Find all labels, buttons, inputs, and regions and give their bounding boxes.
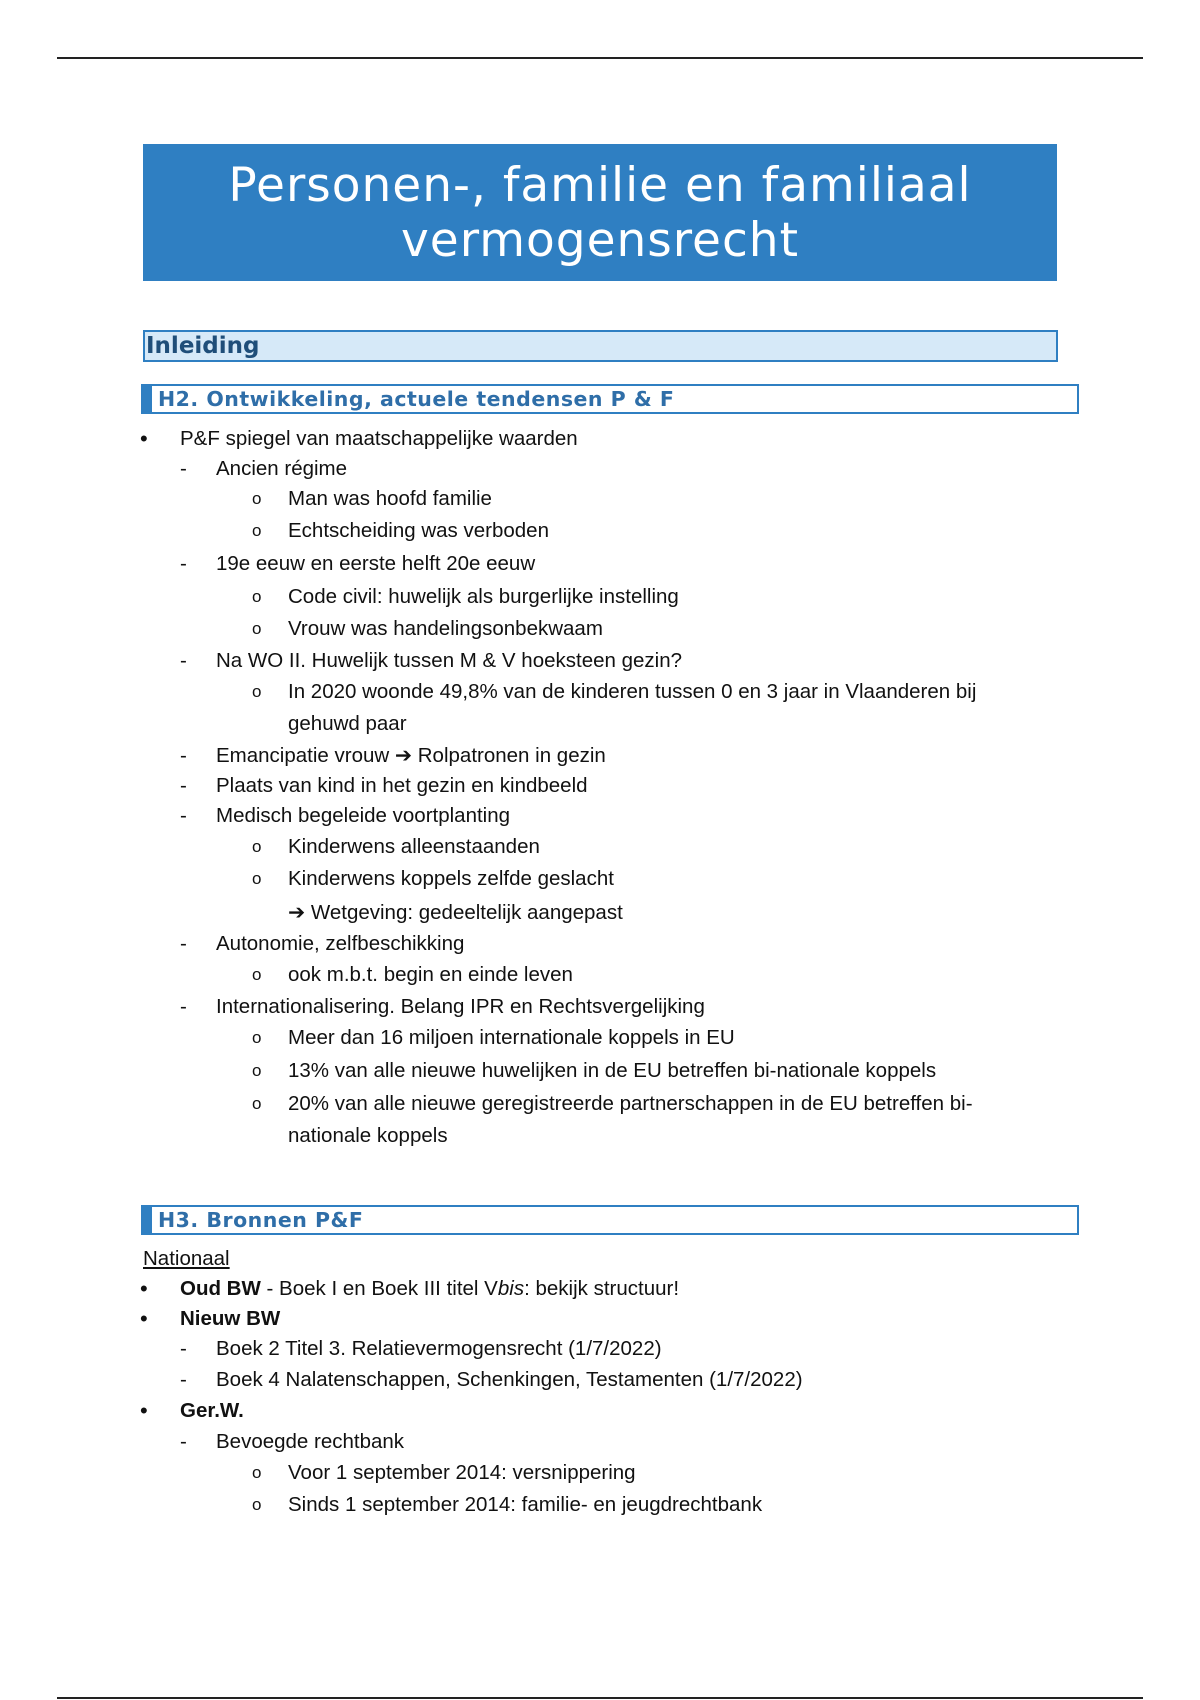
list-item: Emancipatie vrouw ➔ Rolpatronen in gezin [216, 744, 606, 767]
dash-marker: - [180, 744, 187, 767]
circle-marker: o [252, 1094, 262, 1113]
list-item-continuation: nationale koppels [288, 1124, 448, 1147]
bullet-marker: • [140, 426, 148, 451]
list-item: Bevoegde rechtbank [216, 1430, 405, 1453]
circle-marker: o [252, 587, 262, 606]
list-item: Boek 2 Titel 3. Relatievermogensrecht (1/7/2022) [216, 1337, 662, 1360]
section-inleiding: Inleiding [143, 330, 1058, 362]
bullet-marker: • [140, 1398, 148, 1423]
oud-bw-label: Oud BW [180, 1277, 261, 1300]
oud-bw-text-end: : bekijk structuur! [524, 1277, 680, 1300]
list-item: Medisch begeleide voortplanting [216, 804, 511, 827]
circle-marker: o [252, 837, 262, 856]
list-item: 13% van alle nieuwe huwelijken in de EU betreffen bi-nationale koppels [288, 1059, 937, 1082]
nieuw-bw-label: Nieuw BW [180, 1307, 281, 1330]
bullet-marker: • [140, 1276, 148, 1301]
list-item: Kinderwens alleenstaanden [288, 835, 540, 858]
circle-marker: o [252, 682, 262, 701]
circle-marker: o [252, 619, 262, 638]
list-item: Boek 4 Nalatenschappen, Schenkingen, Testamenten (1/7/2022) [216, 1368, 803, 1391]
circle-marker: o [252, 1463, 262, 1482]
dash-marker: - [180, 995, 187, 1018]
list-item: Echtscheiding was verboden [288, 519, 549, 542]
circle-marker: o [252, 521, 262, 540]
dash-marker: - [180, 1430, 187, 1453]
dash-marker: - [180, 457, 187, 480]
list-item: Kinderwens koppels zelfde geslacht [288, 867, 614, 890]
dash-marker: - [180, 804, 187, 827]
list-item-nieuw-bw [180, 1306, 280, 1332]
subheading-nationaal: Nationaal [143, 1247, 230, 1270]
heading-h2: H2. Ontwikkeling, actuele tendensen P & F [141, 384, 1079, 414]
list-item: Sinds 1 september 2014: familie- en jeugdrechtbank [288, 1493, 763, 1516]
list-item: Code civil: huwelijk als burgerlijke instelling [288, 585, 679, 608]
list-item: Man was hoofd familie [288, 487, 492, 510]
list-item: 20% van alle nieuwe geregistreerde partnerschappen in de EU betreffen bi- [288, 1092, 973, 1115]
header-rule [57, 57, 1143, 59]
dash-marker: - [180, 1337, 187, 1360]
circle-marker: o [252, 965, 262, 984]
document-title [143, 144, 1057, 281]
circle-marker: o [252, 1028, 262, 1047]
oud-bw-italic: bis [497, 1277, 525, 1300]
footer-rule [57, 1697, 1143, 1699]
circle-marker: o [252, 1061, 262, 1080]
list-item: Voor 1 september 2014: versnippering [288, 1461, 636, 1484]
dash-marker: - [180, 1368, 187, 1391]
list-item: ook m.b.t. begin en einde leven [288, 963, 573, 986]
list-item: Internationalisering. Belang IPR en Rechtsvergelijking [216, 995, 705, 1018]
list-item: Plaats van kind in het gezin en kindbeeld [216, 774, 588, 797]
list-item-oud-bw [180, 1276, 679, 1302]
list-item: Meer dan 16 miljoen internationale koppels in EU [288, 1026, 735, 1049]
dash-marker: - [180, 649, 187, 672]
heading-h3: H3. Bronnen P&F [141, 1205, 1079, 1235]
list-item: Autonomie, zelfbeschikking [216, 932, 465, 955]
list-item-continuation: gehuwd paar [288, 712, 407, 735]
circle-marker: o [252, 869, 262, 888]
gerw-label: Ger.W. [180, 1399, 244, 1422]
list-item-gerw [180, 1398, 244, 1424]
oud-bw-text: - Boek I en Boek III titel V [260, 1277, 498, 1300]
list-item: 19e eeuw en eerste helft 20e eeuw [216, 552, 536, 575]
bullet-marker: • [140, 1306, 148, 1331]
circle-marker: o [252, 489, 262, 508]
circle-marker: o [252, 1495, 262, 1514]
dash-marker: - [180, 552, 187, 575]
list-item: P&F spiegel van maatschappelijke waarden [180, 427, 578, 450]
list-item-note: ➔ Wetgeving: gedeeltelijk aangepast [288, 901, 623, 924]
list-item: Na WO II. Huwelijk tussen M & V hoeksteen gezin? [216, 649, 683, 672]
list-item: Vrouw was handelingsonbekwaam [288, 617, 603, 640]
dash-marker: - [180, 932, 187, 955]
title-line-1: Personen-, familie en familiaal [228, 157, 972, 213]
list-item: In 2020 woonde 49,8% van de kinderen tussen 0 en 3 jaar in Vlaanderen bij [288, 680, 977, 703]
title-line-2: vermogensrecht [400, 212, 800, 268]
dash-marker: - [180, 774, 187, 797]
list-item: Ancien régime [216, 457, 348, 480]
